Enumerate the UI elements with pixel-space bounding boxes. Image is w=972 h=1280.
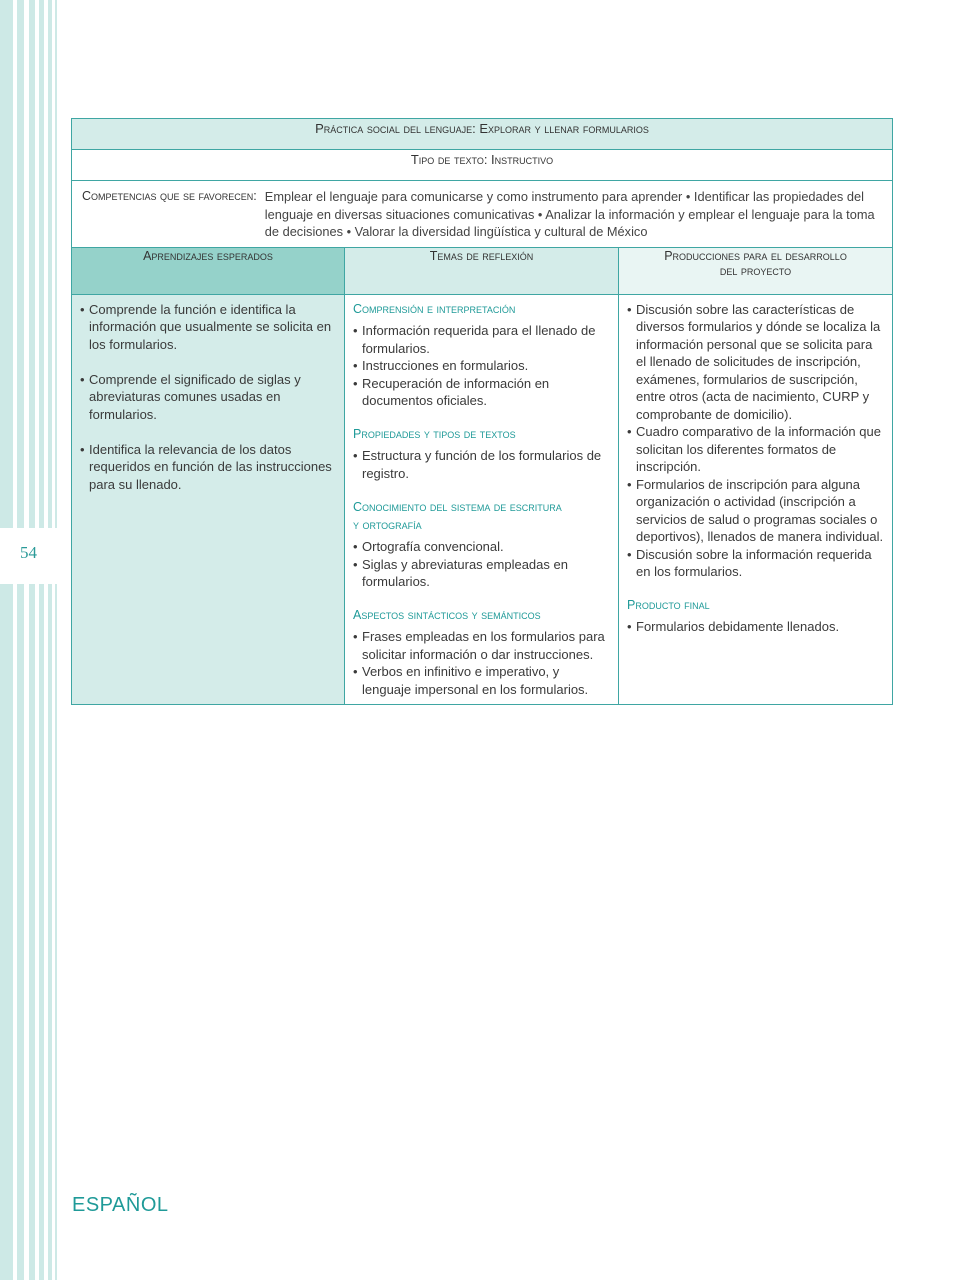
margin-stripe (55, 0, 57, 1280)
subject-footer: ESPAÑOL (72, 1194, 169, 1216)
tipo-texto: Tipo de texto: Instructivo (72, 150, 893, 181)
header-aprendizajes: Aprendizajes esperados (72, 247, 345, 294)
list-item: • Siglas y abreviaturas empleadas en formularios. (353, 556, 568, 589)
list-item: • Discusión sobre la información requerida en los formularios. (627, 546, 872, 579)
margin-stripe (0, 0, 13, 1280)
list-item: • Recuperación de información en documentos oficiales. (353, 375, 550, 408)
list-item: • Cuadro comparativo de la información que solicitan los diferentes formatos de inscripción. (627, 424, 881, 474)
list-item: • Comprende el significado de siglas y abreviaturas comunes usadas en formularios. (80, 371, 301, 422)
column-headers (72, 247, 893, 294)
list-item: • Estructura y función de los formularios de registro. (353, 448, 602, 481)
margin-stripe (29, 0, 35, 1280)
content-row (72, 294, 893, 705)
competencias-text: Emplear el lenguaje para comunicarse y como instrumento para aprender • Identificar las propiedades del lenguaje en diversas situaciones comunicativas • Analizar la información y emplear el lenguaje para la toma de decisiones • Valorar la diversidad lingüística y cultural de México (264, 189, 875, 239)
tipo-row (72, 150, 893, 181)
header-producciones (619, 247, 893, 294)
section-title: Comprensión e interpretación (353, 301, 516, 316)
practica-title: Práctica social del lenguaje: Explorar y llenar formularios (72, 119, 893, 150)
margin-stripe (48, 0, 52, 1280)
list-item: • Discusión sobre las características de diversos formularios y dónde se localiza la información personal que se solicita para el llenado de solicitudes de inscripción, exámenes, formularios de suscripción, entre otros (acta de nacimiento, CURP y comprobante de domicilio). (627, 301, 881, 422)
temas-column (345, 294, 619, 705)
section-title: Propiedades y tipos de textos (353, 426, 516, 441)
aprendizajes-column (72, 294, 345, 705)
table-title-row (72, 119, 893, 150)
page-number: 54 (20, 543, 37, 562)
producciones-column (619, 294, 893, 705)
section-title: Conocimiento del sistema de escritura y ortografía (353, 500, 562, 532)
competencias-row (72, 181, 893, 248)
margin-stripe (17, 0, 24, 1280)
list-item: • Comprende la función e identifica la información que usualmente se solicita en los formularios. (80, 301, 332, 352)
header-temas: Temas de reflexión (345, 247, 619, 294)
list-item: • Formularios debidamente llenados. (627, 619, 840, 634)
header-producciones-line2: del proyecto (719, 263, 792, 278)
list-item: • Verbos en infinitivo e imperativo, y lenguaje impersonal en los formularios. (353, 664, 589, 697)
header-producciones-line1: Producciones para el desarrollo (664, 248, 847, 263)
margin-stripe (39, 0, 44, 1280)
list-item: • Frases empleadas en los formularios para solicitar información o dar instrucciones. (353, 629, 605, 662)
list-item: • Ortografía convencional. (353, 539, 504, 554)
list-item: • Información requerida para el llenado de formularios. (353, 323, 596, 356)
list-item: • Formularios de inscripción para alguna organización o actividad (inscripción a servicios de salud o programas sociales o deportivos), llenados de manera individual. (627, 476, 884, 544)
list-item: • Instrucciones en formularios. (353, 358, 529, 373)
section-title: Producto final (627, 597, 710, 612)
section-title: Aspectos sintácticos y semánticos (353, 607, 541, 622)
list-item: • Identifica la relevancia de los datos requeridos en función de las instrucciones para su llenado. (80, 441, 332, 492)
competencias-label: Competencias que se favorecen: (82, 189, 257, 203)
program-table (71, 118, 893, 705)
